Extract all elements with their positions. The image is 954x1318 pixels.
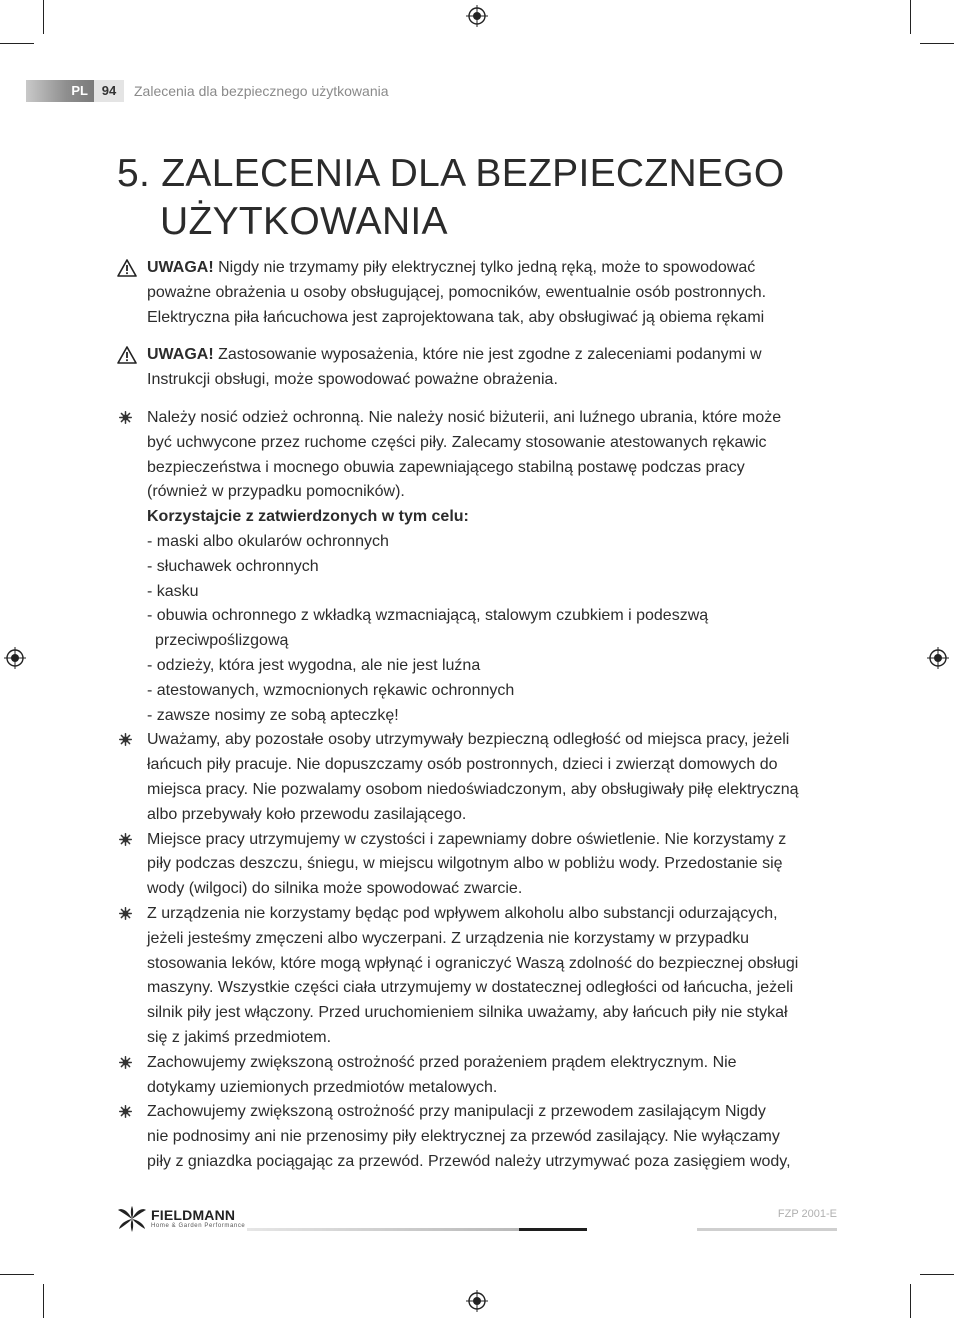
text-line: (również w przypadku pomocników). xyxy=(147,483,405,501)
text-line: albo przebywały koło przewodu zasilającego. xyxy=(147,805,467,823)
subheading: Korzystajcie z zatwierdzonych w tym celu: xyxy=(147,508,469,526)
bullet-item xyxy=(117,1100,843,1174)
bullet-star-icon xyxy=(119,733,132,746)
bullet-item xyxy=(117,728,843,827)
text-line: jeżeli jesteśmy zmęczeni albo wyczerpani. Z urządzenia nie korzystamy w przypadku xyxy=(147,929,750,947)
text-line: silnik piły jest włączony. Przed uruchomieniem silnika uważamy, aby łańcuch piły nie stykał xyxy=(147,1004,788,1022)
text-line: Elektryczna piła łańcuchowa jest zaprojektowana tak, aby obsługiwać ją obiema rękami xyxy=(147,308,765,326)
equipment-item-continuation: przeciwpoślizgową xyxy=(155,632,289,650)
language-tab: PL xyxy=(26,80,94,102)
warning-text xyxy=(147,343,843,393)
text-line: Nigdy nie trzymamy piły elektrycznej tylko jedną ręką, może to spowodować xyxy=(213,259,756,276)
warning-label: UWAGA! xyxy=(147,346,214,364)
footer-bar xyxy=(247,1228,519,1231)
bullet-item xyxy=(117,902,843,1051)
crop-mark xyxy=(920,43,954,44)
text-line: stosowania leków, które mogą wpłynąć i ograniczyć Waszą zdolność do bezpiecznej obsługi xyxy=(147,954,799,972)
brand-logo xyxy=(117,1206,245,1232)
warning-label: UWAGA! xyxy=(147,259,214,276)
registration-mark-icon xyxy=(927,647,949,669)
page-title xyxy=(117,150,877,246)
bullet-item xyxy=(117,828,843,902)
section-title: Zalecenia dla bezpiecznego użytkowania xyxy=(134,83,389,99)
title-line-2: UŻYTKOWANIA xyxy=(160,200,448,243)
bullet-star-icon xyxy=(119,833,132,846)
text-line: Uważamy, aby pozostałe osoby utrzymywały bezpieczną odległość od miejsca pracy, jeżeli xyxy=(147,731,790,749)
crop-mark xyxy=(0,43,34,44)
bullet-item xyxy=(117,406,843,728)
footer-bar xyxy=(697,1228,837,1231)
text-line: być uchwycone przez ruchome części piły. Zalecamy stosowanie atestowanych rękawic xyxy=(147,433,767,451)
equipment-item: - obuwia ochronnego z wkładką wzmacniającą, stalowym czubkiem i podeszwą xyxy=(147,607,709,625)
text-line: maszyny. Wszystkie części ciała utrzymujemy w dostatecznej odległości od łańcucha, jeżeli xyxy=(147,979,794,997)
document-body xyxy=(117,256,843,1175)
model-number: FZP 2001-E xyxy=(777,1208,837,1220)
text-line: Miejsce pracy utrzymujemy w czystości i zapewniamy dobre oświetlenie. Nie korzystamy z xyxy=(147,830,787,848)
warning-text xyxy=(147,256,843,330)
registration-mark-icon xyxy=(4,647,26,669)
crop-mark xyxy=(43,1284,44,1318)
text-line: łańcuch piły pracuje. Nie dopuszczamy osób postronnych, dzieci i zwierząt domowych do xyxy=(147,756,778,774)
bullet-item xyxy=(117,1051,843,1101)
text-line: Należy nosić odzież ochronną. Nie należy nosić biżuterii, ani luźnego ubrania, które może xyxy=(147,408,782,426)
page-number: 94 xyxy=(94,80,124,102)
text-line: Instrukcji obsługi, może spowodować poważne obrażenia. xyxy=(147,371,558,389)
text-line: poważne obrażenia u osoby obsługującej, pomocników, ewentualnie osób postronnych. xyxy=(147,283,767,301)
footer-bar xyxy=(519,1228,587,1231)
text-line: piły z gniazdka pociągając za przewód. Przewód należy utrzymywać poza zasięgiem wody, xyxy=(147,1152,791,1170)
title-line-1: 5. ZALECENIA DLA BEZPIECZNEGO xyxy=(117,152,785,195)
equipment-item: - maski albo okularów ochronnych xyxy=(147,532,389,550)
brand-name: FIELDMANN xyxy=(151,1207,236,1223)
crop-mark xyxy=(910,1284,911,1318)
warning-block xyxy=(117,256,843,330)
equipment-item: - kasku xyxy=(147,582,199,600)
equipment-item: - słuchawek ochronnych xyxy=(147,557,319,575)
bullet-star-icon xyxy=(119,1056,132,1069)
crop-mark xyxy=(43,0,44,34)
text-line: bezpieczeństwa i mocnego obuwia zapewniającego stabilną postawę podczas pracy xyxy=(147,458,745,476)
warning-triangle-icon xyxy=(117,258,137,278)
text-line: nie podnosimy ani nie przenosimy piły elektrycznej za przewód zasilający. Nie wyłączamy xyxy=(147,1128,780,1146)
text-line: się z jakimś przedmiotem. xyxy=(147,1028,332,1046)
crop-mark xyxy=(0,1274,34,1275)
text-line: Zachowujemy zwiększoną ostrożność przy manipulacji z przewodem zasilającym Nigdy xyxy=(147,1103,766,1121)
registration-mark-icon xyxy=(466,1290,488,1312)
registration-mark-icon xyxy=(466,5,488,27)
brand-tagline: Home & Garden Performance xyxy=(151,1223,246,1229)
bullet-star-icon xyxy=(119,411,132,424)
warning-block xyxy=(117,343,843,393)
footer-bar xyxy=(587,1228,697,1231)
bullet-star-icon xyxy=(119,907,132,920)
warning-triangle-icon xyxy=(117,345,137,365)
text-line: wody (wilgoci) do silnika może spowodować zwarcie. xyxy=(147,880,523,898)
crop-mark xyxy=(910,0,911,34)
bullet-star-icon xyxy=(119,1105,132,1118)
page-header xyxy=(26,80,389,102)
text-line: Zastosowanie wyposażenia, które nie jest zgodne z zaleceniami podanymi w xyxy=(213,346,762,364)
page-footer xyxy=(117,1204,837,1234)
equipment-item: - zawsze nosimy ze sobą apteczkę! xyxy=(147,706,399,724)
text-line: Zachowujemy zwiększoną ostrożność przed porażeniem prądem elektrycznym. Nie xyxy=(147,1053,737,1071)
crop-mark xyxy=(920,1274,954,1275)
leaf-logo-icon xyxy=(117,1206,147,1232)
equipment-item: - odzieży, która jest wygodna, ale nie jest luźna xyxy=(147,656,481,674)
equipment-item: - atestowanych, wzmocnionych rękawic ochronnych xyxy=(147,681,515,699)
text-line: dotykamy uziemionych przedmiotów metalowych. xyxy=(147,1078,498,1096)
text-line: Z urządzenia nie korzystamy będąc pod wpływem alkoholu albo substancji odurzających, xyxy=(147,904,778,922)
text-line: piły podczas deszczu, śniegu, w miejscu wilgotnym albo w pobliżu wody. Przedostanie się xyxy=(147,855,783,873)
text-line: miejsca pracy. Nie pozwalamy osobom niedoświadczonym, aby obsługiwały piłę elektryczną xyxy=(147,780,799,798)
